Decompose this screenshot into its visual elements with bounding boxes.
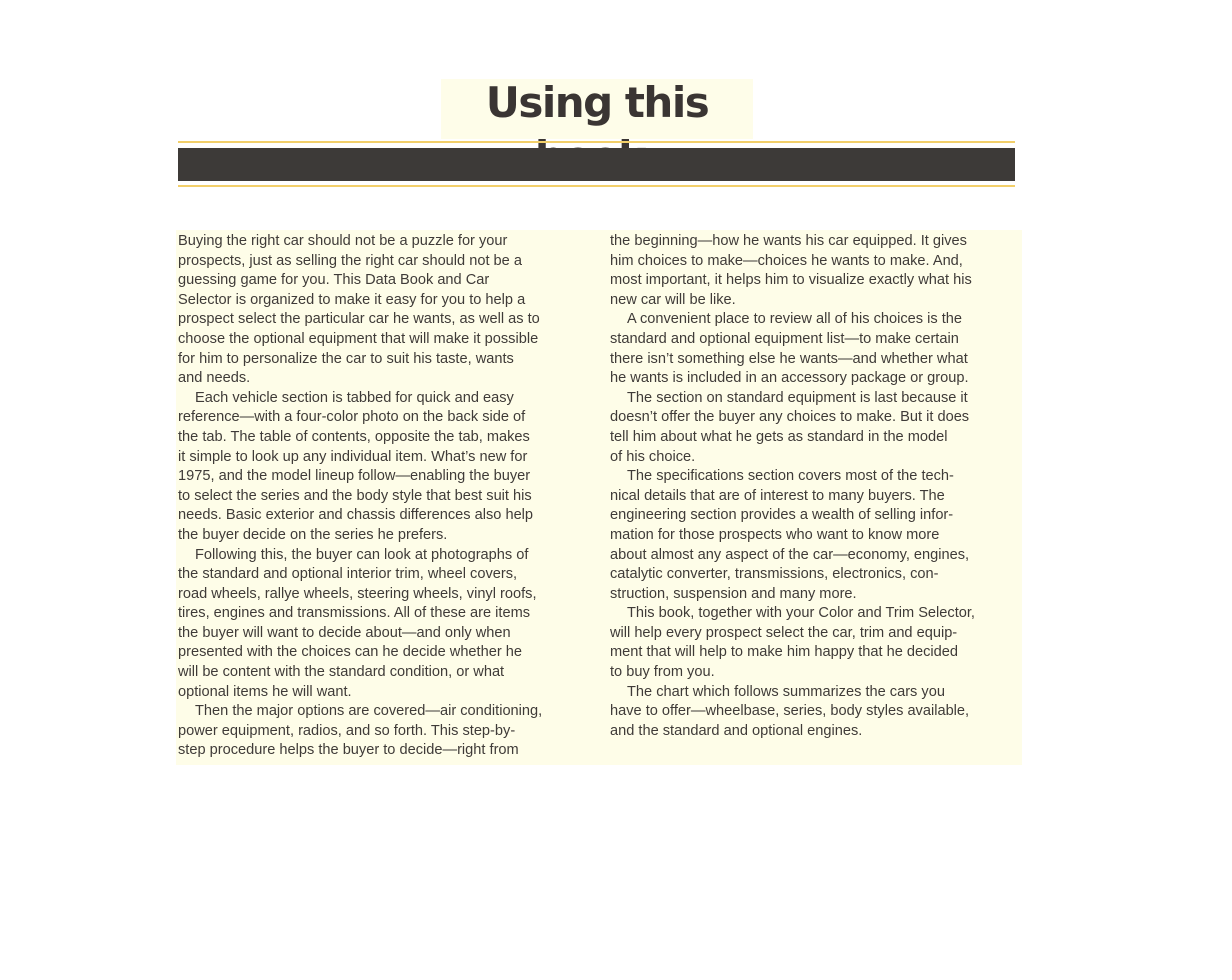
right-line: ment that will help to make him happy that he decided — [610, 644, 959, 661]
right-line: him choices to make—choices he wants to make. And, — [610, 252, 963, 269]
right-line: new car will be like. — [610, 291, 736, 308]
right-line: of his choice. — [610, 448, 696, 465]
left-line: choose the optional equipment that will make it possible — [178, 330, 539, 347]
left-line: 1975, and the model lineup follow—enabling the buyer — [178, 468, 531, 485]
left-line: tires, engines and transmissions. All of these are items — [178, 605, 531, 622]
left-line: and needs. — [178, 370, 251, 387]
left-line: road wheels, rallye wheels, steering wheels, vinyl roofs, — [178, 585, 537, 602]
left-line: optional items he will want. — [178, 683, 352, 700]
right-line: standard and optional equipment list—to make certain — [610, 330, 959, 347]
header-rule-bottom — [178, 185, 1015, 187]
header-rule-top — [178, 141, 1015, 143]
right-column — [610, 232, 1020, 741]
right-line: The specifications section covers most of the tech- — [627, 468, 954, 485]
right-line: engineering section provides a wealth of selling infor- — [610, 507, 954, 524]
left-line: prospects, just as selling the right car should not be a — [178, 252, 522, 269]
right-line: there isn’t something else he wants—and whether what — [610, 350, 968, 367]
left-line: the buyer will want to decide about—and only when — [178, 624, 511, 641]
right-line: nical details that are of interest to many buyers. The — [610, 487, 945, 504]
left-line: will be content with the standard condition, or what — [178, 664, 505, 681]
right-line: The section on standard equipment is last because it — [627, 389, 968, 406]
left-line: it simple to look up any individual item. What’s new for — [178, 448, 528, 465]
left-column — [178, 232, 583, 761]
left-line: the tab. The table of contents, opposite the tab, makes — [178, 428, 530, 445]
right-line: catalytic converter, transmissions, electronics, con- — [610, 566, 939, 583]
left-line: Then the major options are covered—air conditioning, — [195, 703, 543, 720]
left-line: reference—with a four-color photo on the back side of — [178, 409, 526, 426]
right-line: to buy from you. — [610, 664, 715, 681]
left-line: for him to personalize the car to suit his taste, wants — [178, 350, 514, 367]
right-line: mation for those prospects who want to know more — [610, 526, 940, 543]
left-line: prospect select the particular car he wants, as well as to — [178, 311, 540, 328]
right-line: have to offer—wheelbase, series, body styles available, — [610, 703, 970, 720]
right-line: he wants is included in an accessory package or group. — [610, 370, 969, 387]
left-line: the standard and optional interior trim, wheel covers, — [178, 566, 518, 583]
header-bar — [178, 148, 1015, 181]
left-line: power equipment, radios, and so forth. This step-by- — [178, 722, 516, 739]
left-line: to select the series and the body style that best suit his — [178, 487, 532, 504]
page-title: Using this — [485, 78, 709, 127]
left-line: Each vehicle section is tabbed for quick and easy — [195, 389, 514, 406]
right-line: the beginning—how he wants his car equipped. It gives — [610, 233, 967, 249]
left-line: Buying the right car should not be a puzzle for your — [178, 233, 508, 249]
right-line: This book, together with your Color and Trim Selector, — [627, 605, 975, 622]
left-line: presented with the choices can he decide whether he — [178, 644, 522, 661]
right-line: struction, suspension and many more. — [610, 585, 857, 602]
right-line: most important, it helps him to visualize exactly what his — [610, 272, 972, 289]
right-line: The chart which follows summarizes the cars you — [627, 683, 945, 700]
left-line: needs. Basic exterior and chassis differences also help — [178, 507, 534, 524]
left-line: the buyer decide on the series he prefers. — [178, 526, 448, 543]
right-line: will help every prospect select the car, trim and equip- — [610, 624, 958, 641]
right-line: about almost any aspect of the car—economy, engines, — [610, 546, 970, 563]
right-line: A convenient place to review all of his choices is the — [627, 311, 963, 328]
right-line: and the standard and optional engines. — [610, 722, 863, 739]
right-line: tell him about what he gets as standard in the model — [610, 428, 948, 445]
left-line: guessing game for you. This Data Book and Car — [178, 272, 490, 289]
left-line: Following this, the buyer can look at photographs of — [195, 546, 529, 563]
left-line: step procedure helps the buyer to decide—right from — [178, 742, 519, 759]
right-line: doesn’t offer the buyer any choices to make. But it does — [610, 409, 970, 426]
left-line: Selector is organized to make it easy for you to help a — [178, 291, 526, 308]
